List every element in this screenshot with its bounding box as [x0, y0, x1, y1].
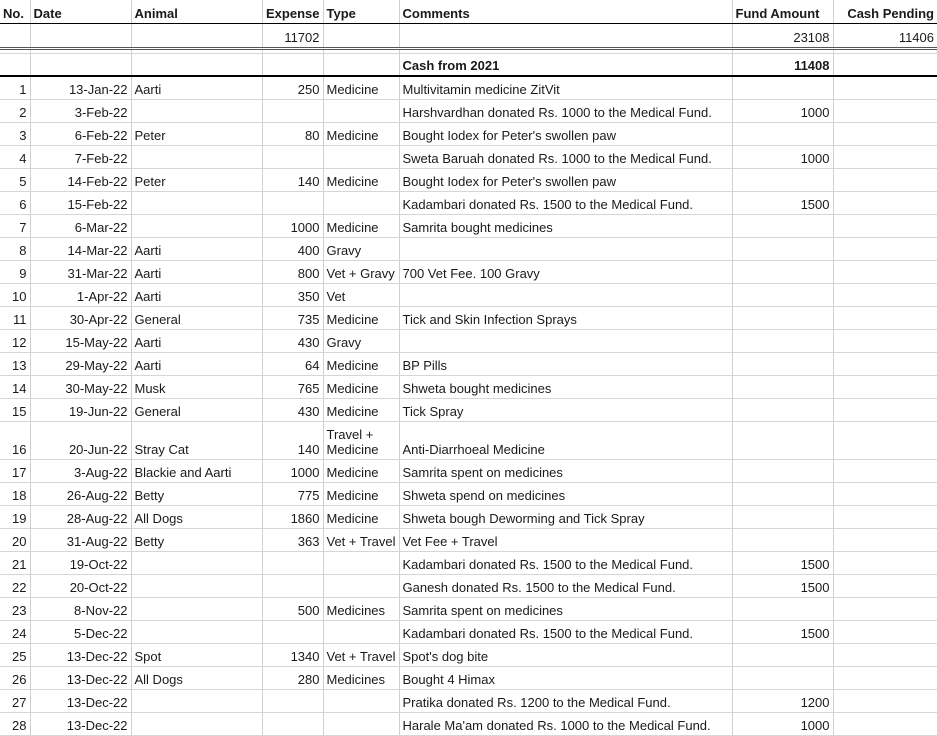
fund-amount-cell[interactable]: [732, 307, 833, 330]
type-cell[interactable]: Vet + Travel: [323, 529, 399, 552]
expense-cell[interactable]: 1000: [262, 460, 323, 483]
table-row: [0, 690, 937, 713]
animal-cell[interactable]: Blackie and Aarti: [131, 460, 262, 483]
cash-pending-cell[interactable]: [833, 261, 937, 284]
row-number[interactable]: 13: [0, 353, 30, 376]
comment-cell[interactable]: Kadambari donated Rs. 1500 to the Medical Fund.: [399, 621, 732, 644]
table-row: [0, 529, 937, 552]
fund-amount-cell[interactable]: [732, 460, 833, 483]
cell[interactable]: [30, 54, 131, 77]
table-row: [0, 506, 937, 529]
cash-pending-cell[interactable]: [833, 146, 937, 169]
cash-pending-cell[interactable]: [833, 284, 937, 307]
fund-amount-cell[interactable]: [732, 353, 833, 376]
row-number[interactable]: 16: [0, 422, 30, 460]
header-comments[interactable]: Comments: [399, 0, 732, 24]
date-cell[interactable]: 26-Aug-22: [30, 483, 131, 506]
comment-cell[interactable]: Shweta bought medicines: [399, 376, 732, 399]
cell[interactable]: [399, 24, 732, 49]
date-cell[interactable]: 30-Apr-22: [30, 307, 131, 330]
animal-cell[interactable]: Betty: [131, 483, 262, 506]
cash-pending-cell[interactable]: [833, 621, 937, 644]
date-cell[interactable]: 19-Jun-22: [30, 399, 131, 422]
date-cell[interactable]: 1-Apr-22: [30, 284, 131, 307]
cell[interactable]: [131, 54, 262, 77]
table-row: [0, 169, 937, 192]
type-cell[interactable]: Gravy: [323, 238, 399, 261]
fund-amount-cell[interactable]: [732, 644, 833, 667]
animal-cell[interactable]: Aarti: [131, 353, 262, 376]
type-cell[interactable]: [323, 146, 399, 169]
table-row: [0, 238, 937, 261]
comment-cell[interactable]: Tick and Skin Infection Sprays: [399, 307, 732, 330]
expense-cell[interactable]: 350: [262, 284, 323, 307]
type-cell[interactable]: [323, 100, 399, 123]
date-cell[interactable]: 13-Dec-22: [30, 713, 131, 736]
comment-cell[interactable]: Sweta Baruah donated Rs. 1000 to the Medical Fund.: [399, 146, 732, 169]
expense-cell[interactable]: 765: [262, 376, 323, 399]
type-cell[interactable]: Medicine: [323, 399, 399, 422]
date-cell[interactable]: 14-Feb-22: [30, 169, 131, 192]
date-cell[interactable]: 8-Nov-22: [30, 598, 131, 621]
table-row: [0, 552, 937, 575]
row-number[interactable]: 27: [0, 690, 30, 713]
cash-pending-cell[interactable]: [833, 667, 937, 690]
totals-row: [0, 24, 937, 49]
type-cell[interactable]: [323, 690, 399, 713]
fund-amount-cell[interactable]: [732, 422, 833, 460]
header-type[interactable]: Type: [323, 0, 399, 24]
cell[interactable]: [833, 54, 937, 77]
table-row: [0, 644, 937, 667]
date-cell[interactable]: 15-Feb-22: [30, 192, 131, 215]
expense-cell[interactable]: 280: [262, 667, 323, 690]
type-cell[interactable]: Medicine: [323, 506, 399, 529]
row-number[interactable]: 3: [0, 123, 30, 146]
fund-amount-cell[interactable]: [732, 483, 833, 506]
table-row: [0, 123, 937, 146]
table-row: [0, 713, 937, 736]
row-number[interactable]: 15: [0, 399, 30, 422]
comment-cell[interactable]: Shweta bough Deworming and Tick Spray: [399, 506, 732, 529]
cash-pending-cell[interactable]: [833, 529, 937, 552]
animal-cell[interactable]: Stray Cat: [131, 422, 262, 460]
comment-cell[interactable]: Ganesh donated Rs. 1500 to the Medical Fund.: [399, 575, 732, 598]
cash-pending-cell[interactable]: [833, 330, 937, 353]
row-number[interactable]: 14: [0, 376, 30, 399]
animal-cell[interactable]: All Dogs: [131, 667, 262, 690]
type-cell[interactable]: [323, 621, 399, 644]
comment-cell[interactable]: Bought Iodex for Peter's swollen paw: [399, 169, 732, 192]
row-number[interactable]: 18: [0, 483, 30, 506]
table-row: [0, 399, 937, 422]
animal-cell[interactable]: Aarti: [131, 284, 262, 307]
fund-amount-cell[interactable]: [732, 215, 833, 238]
date-cell[interactable]: 31-Aug-22: [30, 529, 131, 552]
type-cell[interactable]: Vet + Travel: [323, 644, 399, 667]
type-cell[interactable]: Gravy: [323, 330, 399, 353]
row-number[interactable]: 22: [0, 575, 30, 598]
cell[interactable]: [131, 24, 262, 49]
header-fund-amount[interactable]: Fund Amount: [732, 0, 833, 24]
table-row: [0, 621, 937, 644]
cash-pending-cell[interactable]: [833, 575, 937, 598]
animal-cell[interactable]: Aarti: [131, 76, 262, 100]
comment-cell[interactable]: [399, 284, 732, 307]
comment-cell[interactable]: Shweta spend on medicines: [399, 483, 732, 506]
row-number[interactable]: 26: [0, 667, 30, 690]
fund-amount-cell[interactable]: [732, 667, 833, 690]
fund-amount-cell[interactable]: [732, 529, 833, 552]
comment-cell[interactable]: Samrita spent on medicines: [399, 598, 732, 621]
animal-cell[interactable]: [131, 575, 262, 598]
table-row: [0, 330, 937, 353]
expense-cell[interactable]: 140: [262, 422, 323, 460]
expense-cell[interactable]: [262, 690, 323, 713]
fund-amount-cell[interactable]: 1000: [732, 713, 833, 736]
total-cash-pending[interactable]: 11406: [833, 24, 937, 49]
table-row: [0, 76, 937, 100]
comment-cell[interactable]: Vet Fee + Travel: [399, 529, 732, 552]
animal-cell[interactable]: Aarti: [131, 261, 262, 284]
fund-amount-cell[interactable]: [732, 506, 833, 529]
row-number[interactable]: 6: [0, 192, 30, 215]
fund-amount-cell[interactable]: [732, 284, 833, 307]
expense-cell[interactable]: 1000: [262, 215, 323, 238]
fund-amount-cell[interactable]: [732, 76, 833, 100]
cash-pending-cell[interactable]: [833, 713, 937, 736]
comment-cell[interactable]: [399, 330, 732, 353]
cash-pending-cell[interactable]: [833, 76, 937, 100]
expense-cell[interactable]: 1340: [262, 644, 323, 667]
type-cell[interactable]: [323, 552, 399, 575]
expense-cell[interactable]: 735: [262, 307, 323, 330]
date-cell[interactable]: 15-May-22: [30, 330, 131, 353]
row-number[interactable]: 20: [0, 529, 30, 552]
row-number[interactable]: 1: [0, 76, 30, 100]
comment-cell[interactable]: Spot's dog bite: [399, 644, 732, 667]
cash-from-2021-row: [0, 54, 937, 77]
date-cell[interactable]: 13-Dec-22: [30, 644, 131, 667]
expense-cell[interactable]: [262, 713, 323, 736]
comment-cell[interactable]: 700 Vet Fee. 100 Gravy: [399, 261, 732, 284]
table-row: [0, 667, 937, 690]
animal-cell[interactable]: Aarti: [131, 238, 262, 261]
animal-cell[interactable]: Peter: [131, 169, 262, 192]
expense-cell[interactable]: 363: [262, 529, 323, 552]
date-cell[interactable]: 14-Mar-22: [30, 238, 131, 261]
date-cell[interactable]: 20-Jun-22: [30, 422, 131, 460]
animal-cell[interactable]: [131, 215, 262, 238]
cell[interactable]: [30, 24, 131, 49]
expense-cell[interactable]: 80: [262, 123, 323, 146]
comment-cell[interactable]: BP Pills: [399, 353, 732, 376]
type-cell[interactable]: Medicine: [323, 123, 399, 146]
row-number[interactable]: 7: [0, 215, 30, 238]
cell[interactable]: [323, 24, 399, 49]
animal-cell[interactable]: Spot: [131, 644, 262, 667]
header-cash-pending[interactable]: Cash Pending: [833, 0, 937, 24]
expense-cell[interactable]: 140: [262, 169, 323, 192]
table-row: [0, 192, 937, 215]
fund-amount-cell[interactable]: [732, 399, 833, 422]
cash-pending-cell[interactable]: [833, 644, 937, 667]
comment-cell[interactable]: Harale Ma'am donated Rs. 1000 to the Medical Fund.: [399, 713, 732, 736]
row-number[interactable]: 23: [0, 598, 30, 621]
cash-pending-cell[interactable]: [833, 307, 937, 330]
date-cell[interactable]: 31-Mar-22: [30, 261, 131, 284]
expense-cell[interactable]: 1860: [262, 506, 323, 529]
fund-amount-cell[interactable]: [732, 261, 833, 284]
expense-cell[interactable]: 430: [262, 330, 323, 353]
row-number[interactable]: 19: [0, 506, 30, 529]
date-cell[interactable]: 6-Mar-22: [30, 215, 131, 238]
animal-cell[interactable]: [131, 621, 262, 644]
cash-pending-cell[interactable]: [833, 192, 937, 215]
table-row: [0, 460, 937, 483]
animal-cell[interactable]: [131, 146, 262, 169]
table-row: [0, 598, 937, 621]
type-cell[interactable]: Medicine: [323, 353, 399, 376]
row-number[interactable]: 8: [0, 238, 30, 261]
cash-amount[interactable]: 11408: [732, 54, 833, 77]
animal-cell[interactable]: Aarti: [131, 330, 262, 353]
type-cell[interactable]: Medicines: [323, 667, 399, 690]
expense-cell[interactable]: [262, 192, 323, 215]
cash-pending-cell[interactable]: [833, 376, 937, 399]
table-row: [0, 215, 937, 238]
row-number[interactable]: 9: [0, 261, 30, 284]
type-cell[interactable]: Medicines: [323, 598, 399, 621]
cash-pending-cell[interactable]: [833, 460, 937, 483]
cash-pending-cell[interactable]: [833, 123, 937, 146]
expense-cell[interactable]: 430: [262, 399, 323, 422]
cash-pending-cell[interactable]: [833, 506, 937, 529]
row-number[interactable]: 17: [0, 460, 30, 483]
date-cell[interactable]: 13-Dec-22: [30, 690, 131, 713]
animal-cell[interactable]: Musk: [131, 376, 262, 399]
animal-cell[interactable]: General: [131, 399, 262, 422]
comment-cell[interactable]: Samrita spent on medicines: [399, 460, 732, 483]
comment-cell[interactable]: Pratika donated Rs. 1200 to the Medical Fund.: [399, 690, 732, 713]
cash-pending-cell[interactable]: [833, 238, 937, 261]
type-cell[interactable]: Vet: [323, 284, 399, 307]
expense-cell[interactable]: 64: [262, 353, 323, 376]
date-cell[interactable]: 7-Feb-22: [30, 146, 131, 169]
cash-pending-cell[interactable]: [833, 100, 937, 123]
comment-cell[interactable]: [399, 238, 732, 261]
expense-cell[interactable]: 500: [262, 598, 323, 621]
cash-pending-cell[interactable]: [833, 353, 937, 376]
date-cell[interactable]: 29-May-22: [30, 353, 131, 376]
header-animal[interactable]: Animal: [131, 0, 262, 24]
animal-cell[interactable]: All Dogs: [131, 506, 262, 529]
fund-amount-cell[interactable]: [732, 330, 833, 353]
type-cell[interactable]: Medicine: [323, 215, 399, 238]
type-cell[interactable]: Medicine: [323, 307, 399, 330]
comment-cell[interactable]: Bought 4 Himax: [399, 667, 732, 690]
row-number[interactable]: 2: [0, 100, 30, 123]
fund-amount-cell[interactable]: 1200: [732, 690, 833, 713]
row-number[interactable]: 10: [0, 284, 30, 307]
row-number[interactable]: 12: [0, 330, 30, 353]
cash-pending-cell[interactable]: [833, 215, 937, 238]
table-row: [0, 284, 937, 307]
date-cell[interactable]: 28-Aug-22: [30, 506, 131, 529]
date-cell[interactable]: 5-Dec-22: [30, 621, 131, 644]
cash-pending-cell[interactable]: [833, 552, 937, 575]
cash-pending-cell[interactable]: [833, 169, 937, 192]
cash-pending-cell[interactable]: [833, 690, 937, 713]
animal-cell[interactable]: [131, 713, 262, 736]
type-cell[interactable]: [323, 192, 399, 215]
cash-label[interactable]: Cash from 2021: [399, 54, 732, 77]
comment-cell[interactable]: Samrita bought medicines: [399, 215, 732, 238]
comment-cell[interactable]: Tick Spray: [399, 399, 732, 422]
animal-cell[interactable]: General: [131, 307, 262, 330]
cash-pending-cell[interactable]: [833, 399, 937, 422]
animal-cell[interactable]: Betty: [131, 529, 262, 552]
row-number[interactable]: 5: [0, 169, 30, 192]
comment-cell[interactable]: Multivitamin medicine ZitVit: [399, 76, 732, 100]
cell[interactable]: [0, 54, 30, 77]
header-date[interactable]: Date: [30, 0, 131, 24]
cash-pending-cell[interactable]: [833, 483, 937, 506]
type-cell[interactable]: Medicine: [323, 376, 399, 399]
animal-cell[interactable]: [131, 552, 262, 575]
animal-cell[interactable]: [131, 100, 262, 123]
type-cell[interactable]: Medicine: [323, 460, 399, 483]
header-no[interactable]: No.: [0, 0, 30, 24]
total-fund[interactable]: 23108: [732, 24, 833, 49]
expense-cell[interactable]: [262, 575, 323, 598]
cell[interactable]: [262, 54, 323, 77]
type-cell[interactable]: Medicine: [323, 169, 399, 192]
fund-amount-cell[interactable]: 1500: [732, 575, 833, 598]
table-row: [0, 307, 937, 330]
fund-amount-cell[interactable]: 1500: [732, 621, 833, 644]
fund-amount-cell[interactable]: [732, 376, 833, 399]
row-number[interactable]: 24: [0, 621, 30, 644]
fund-amount-cell[interactable]: [732, 169, 833, 192]
comment-cell[interactable]: Harshvardhan donated Rs. 1000 to the Medical Fund.: [399, 100, 732, 123]
date-cell[interactable]: 3-Aug-22: [30, 460, 131, 483]
cell[interactable]: [0, 24, 30, 49]
date-cell[interactable]: 20-Oct-22: [30, 575, 131, 598]
table-row: [0, 422, 937, 460]
animal-cell[interactable]: [131, 192, 262, 215]
date-cell[interactable]: 6-Feb-22: [30, 123, 131, 146]
date-cell[interactable]: 13-Jan-22: [30, 76, 131, 100]
date-cell[interactable]: 13-Dec-22: [30, 667, 131, 690]
cell[interactable]: [323, 54, 399, 77]
type-cell[interactable]: [323, 713, 399, 736]
type-cell[interactable]: Medicine: [323, 483, 399, 506]
fund-amount-cell[interactable]: 1000: [732, 146, 833, 169]
table-row: [0, 483, 937, 506]
header-row: [0, 0, 937, 24]
type-cell[interactable]: Medicine: [323, 76, 399, 100]
expense-cell[interactable]: 400: [262, 238, 323, 261]
animal-cell[interactable]: [131, 598, 262, 621]
cash-pending-cell[interactable]: [833, 422, 937, 460]
expense-cell[interactable]: [262, 552, 323, 575]
comment-cell[interactable]: Anti-Diarrhoeal Medicine: [399, 422, 732, 460]
table-row: [0, 146, 937, 169]
table-row: [0, 100, 937, 123]
total-expense[interactable]: 11702: [262, 24, 323, 49]
row-number[interactable]: 25: [0, 644, 30, 667]
row-number[interactable]: 11: [0, 307, 30, 330]
expense-cell[interactable]: 250: [262, 76, 323, 100]
expense-cell[interactable]: [262, 100, 323, 123]
type-cell[interactable]: Vet + Gravy: [323, 261, 399, 284]
fund-amount-cell[interactable]: 1500: [732, 192, 833, 215]
fund-amount-cell[interactable]: [732, 238, 833, 261]
table-row: [0, 353, 937, 376]
fund-amount-cell[interactable]: 1500: [732, 552, 833, 575]
table-row: [0, 575, 937, 598]
animal-cell[interactable]: [131, 690, 262, 713]
expense-cell[interactable]: 775: [262, 483, 323, 506]
expense-cell[interactable]: 800: [262, 261, 323, 284]
expense-cell[interactable]: [262, 621, 323, 644]
fund-amount-cell[interactable]: 1000: [732, 100, 833, 123]
row-number[interactable]: 21: [0, 552, 30, 575]
date-cell[interactable]: 3-Feb-22: [30, 100, 131, 123]
cash-pending-cell[interactable]: [833, 598, 937, 621]
table-row: [0, 261, 937, 284]
table-row: [0, 376, 937, 399]
row-number[interactable]: 4: [0, 146, 30, 169]
comment-cell[interactable]: Bought Iodex for Peter's swollen paw: [399, 123, 732, 146]
date-cell[interactable]: 19-Oct-22: [30, 552, 131, 575]
fund-amount-cell[interactable]: [732, 123, 833, 146]
type-cell[interactable]: Travel + Medicine: [323, 422, 399, 460]
header-expense[interactable]: Expense: [262, 0, 323, 24]
type-cell[interactable]: [323, 575, 399, 598]
comment-cell[interactable]: Kadambari donated Rs. 1500 to the Medical Fund.: [399, 192, 732, 215]
expense-cell[interactable]: [262, 146, 323, 169]
date-cell[interactable]: 30-May-22: [30, 376, 131, 399]
fund-amount-cell[interactable]: [732, 598, 833, 621]
animal-cell[interactable]: Peter: [131, 123, 262, 146]
row-number[interactable]: 28: [0, 713, 30, 736]
comment-cell[interactable]: Kadambari donated Rs. 1500 to the Medical Fund.: [399, 552, 732, 575]
